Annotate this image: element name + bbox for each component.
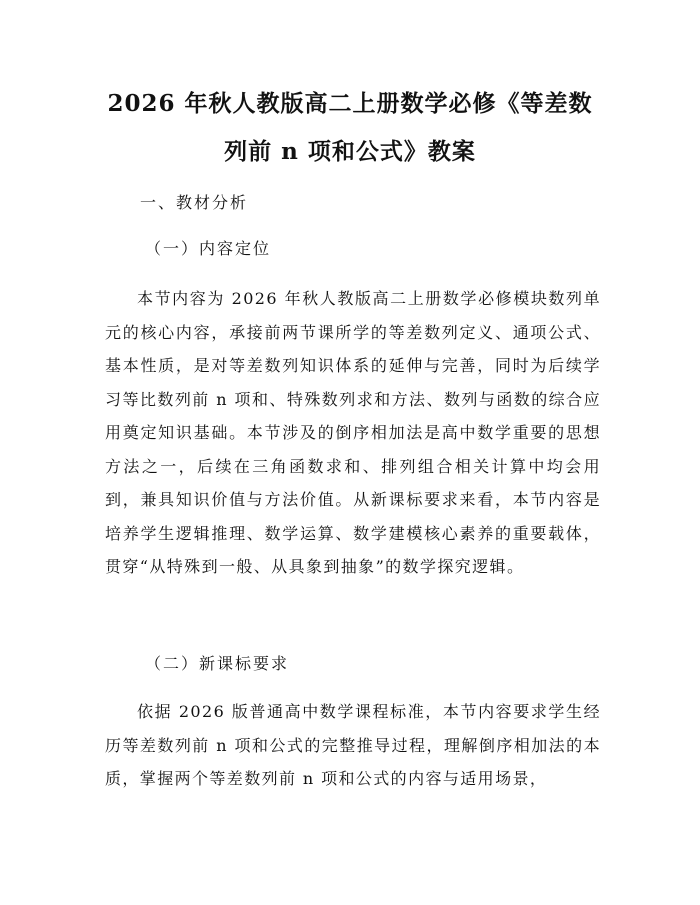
document-title-line-2: 列前 n 项和公式》教案 (224, 138, 476, 165)
subsection-heading-content-positioning: （一）内容定位 (145, 239, 272, 258)
section-heading-teaching-material-analysis: 一、教材分析 (140, 193, 249, 212)
paragraph-curriculum-requirements: 依据 2026 版普通高中数学课程标准，本节内容要求学生经历等差数列前 n 项和公式的完整推导过程，理解倒序相加法的本质，掌握两个等差数列前 n 项和公式的内容与适用场景， (105, 702, 601, 788)
subsection-heading-curriculum-requirements: （二）新课标要求 (145, 654, 290, 673)
document-title-line-1: 2026 年秋人教版高二上册数学必修《等差数 (107, 90, 593, 117)
paragraph-content-positioning: 本节内容为 2026 年秋人教版高二上册数学必修模块数列单元的核心内容，承接前两节课所学的等差数列定义、通项公式、基本性质，是对等差数列知识体系的延伸与完善，同时为后续学习等比数列前 n 项和、特殊数列求和方法、数列与函数的综合应用奠定知识基础。本节涉及的倒序相加法是高中数学重要的思想方法之一，后续在三角函数求和、排列组合相关计算中均会用到，兼具知识价值与方法价值。从新课标要求来看，本节内容是培养学生逻辑推理、数学运算、数学建模核心素养的重要载体，贯穿“从特殊到一般、从具象到抽象”的数学探究逻辑。 (105, 289, 601, 576)
